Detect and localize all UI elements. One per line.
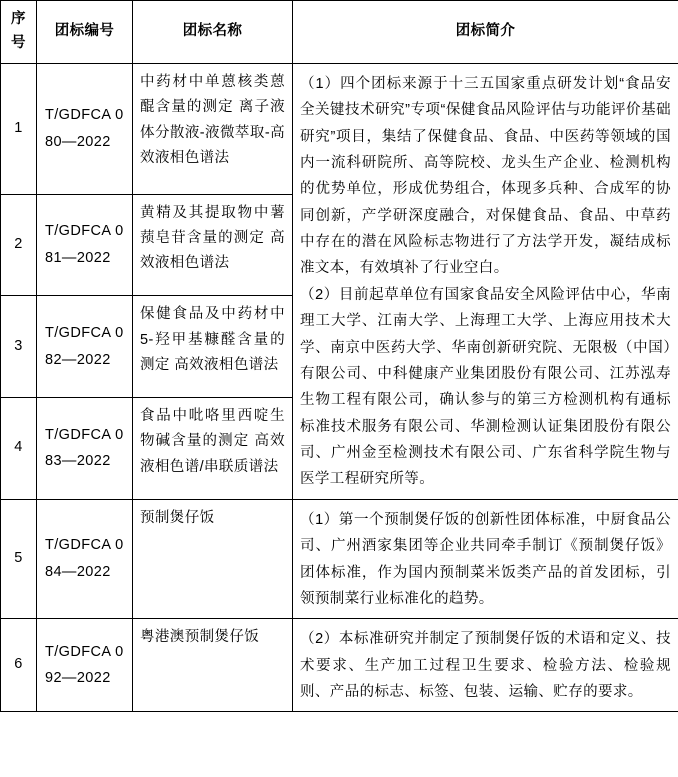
column-header-code: 团标编号 xyxy=(37,1,133,64)
column-header-name: 团标名称 xyxy=(133,1,293,64)
intro-paragraph: （1）第一个预制煲仔饭的创新性团体标准，中厨食品公司、广州酒家集团等企业共同牵手制订《预制煲仔饭》团体标准，作为国内预制菜米饭类产品的首发团标，引领预制菜行业标准化的趋势。 xyxy=(300,511,671,607)
cell-intro-group-1 xyxy=(293,63,678,499)
intro-paragraph: （2）本标准研究并制定了预制煲仔饭的术语和定义、技术要求、生产加工过程卫生要求、检验方法、检验规则、产品的标志、标签、包装、运输、贮存的要求。 xyxy=(300,631,671,701)
cell-seq: 4 xyxy=(1,398,37,500)
cell-name: 粤港澳预制煲仔饭 xyxy=(133,619,293,712)
intro-paragraph: （1）四个团标来源于十三五国家重点研发计划“食品安全关键技术研究”专项“保健食品风险评估与功能评价基础研究”项目，集结了保健食品、食品、中医药等领域的国内一流科研院所、高等院校、龙头生产企业、检测机构的优势单位，形成优势组合，体现多兵种、合成军的协同创新，产学研深度融合，对保健食品、食品、中草药中存在的潜在风险标志物进行了方法学开发，凝结成标准文本，有效填补了行业空白。 xyxy=(300,75,671,277)
table-row xyxy=(1,619,678,712)
cell-name: 保健食品及中药材中5-羟甲基糠醛含量的测定 高效液相色谱法 xyxy=(133,296,293,398)
cell-seq: 2 xyxy=(1,194,37,296)
cell-code: T/GDFCA 082—2022 xyxy=(37,296,133,398)
table-row xyxy=(1,63,678,194)
cell-name: 中药材中单蒽核类蒽醌含量的测定 离子液体分散液-液微萃取-高效液相色谱法 xyxy=(133,63,293,194)
column-header-intro: 团标简介 xyxy=(293,1,678,64)
cell-code: T/GDFCA 081—2022 xyxy=(37,194,133,296)
cell-name: 食品中吡咯里西啶生物碱含量的测定 高效液相色谱/串联质谱法 xyxy=(133,398,293,500)
cell-code: T/GDFCA 083—2022 xyxy=(37,398,133,500)
cell-code: T/GDFCA 084—2022 xyxy=(37,499,133,619)
cell-name: 预制煲仔饭 xyxy=(133,499,293,619)
cell-intro-group-2 xyxy=(293,499,678,619)
column-header-seq: 序号 xyxy=(1,1,37,64)
cell-code: T/GDFCA 092—2022 xyxy=(37,619,133,712)
cell-seq: 5 xyxy=(1,499,37,619)
cell-intro-group-3 xyxy=(293,619,678,712)
table-row xyxy=(1,499,678,619)
cell-seq: 1 xyxy=(1,63,37,194)
intro-paragraph: （2）目前起草单位有国家食品安全风险评估中心，华南理工大学、江南大学、上海理工大学、上海应用技术大学、南京中医药大学、华南创新研究院、无限极（中国）有限公司、中科健康产业集团股份有限公司、江苏泓寿生物工程有限公司，确认参与的第三方检测机构有通标标准技术服务有限公司、华測检测认证集团股份有限公司、广州金至检测技术有限公司、广东省科学院生物与医学工程研究所等。 xyxy=(300,286,671,488)
cell-code: T/GDFCA 080—2022 xyxy=(37,63,133,194)
table-header-row xyxy=(1,1,678,64)
cell-seq: 6 xyxy=(1,619,37,712)
cell-seq: 3 xyxy=(1,296,37,398)
cell-name: 黄精及其提取物中薯蓣皂苷含量的测定 高效液相色谱法 xyxy=(133,194,293,296)
